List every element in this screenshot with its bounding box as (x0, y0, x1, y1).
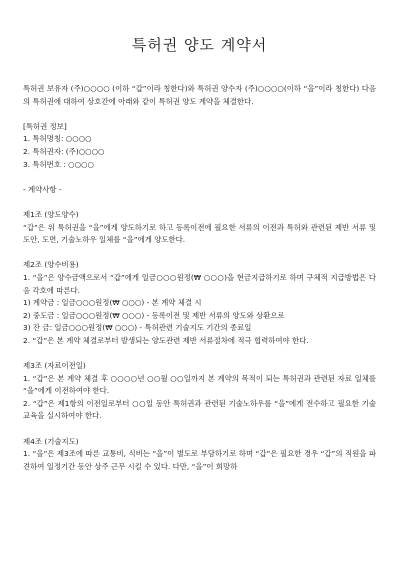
document-title: 특허권 양도 계약서 (131, 36, 268, 54)
article-heading: 제2조 (양수비용) (23, 260, 79, 270)
patent-info-heading: [특허권 정보] (23, 121, 67, 131)
payment-item: 3) 잔 금: 일금○○○원정(₩ ○○○) - 특허관련 기술지도 기간의 종료일 (23, 323, 252, 333)
patent-info-item: 1. 특허명칭: ○○○○ (23, 134, 92, 144)
patent-info-item: 3. 특허번호 : ○○○○ (23, 159, 94, 169)
payment-item: 1) 계약금 : 일금○○○원정(₩ ○○○) - 본 계약 체결 시 (23, 298, 202, 308)
article-heading: 제3조 (자료이전일) (23, 361, 86, 371)
article-heading: 제1조 (양도양수) (23, 209, 79, 219)
payment-item: 2) 중도금 : 일금○○○원정(₩ ○○○) - 등록이전 및 제반 서류의 양도와 상환으로 (23, 310, 285, 320)
article-paragraph: 1. “을”은 제3조에 따른 교통비, 식비는 “을”이 별도로 부담하기로 하며 “갑”은 필요한 경우 “갑”의 직원을 파견하여 일정기간 동안 상주 근무 시킬 수 있다. 다만, “을”이 희망하 (23, 449, 376, 471)
article-paragraph: 2. “갑”은 제1항의 이전일로부터 ○○일 동안 특허권과 관련된 기술노하우를 “을”에게 전수하고 필요한 기술교육을 실시하여야 한다. (23, 398, 376, 421)
section-title: - 계약사항 - (23, 184, 62, 194)
article-heading: 제4조 (기술지도) (23, 436, 79, 446)
article-paragraph: 1. “갑”은 본 계약 체결 후 ○○○○년 ○○월 ○○일까지 본 계약의 목적이 되는 특허권과 관련된 자료 일체를 “을”에게 이전하여야 한다. (23, 373, 376, 396)
patent-info-item: 2. 특허권자: (주)○○○○ (23, 146, 105, 156)
document-body (23, 83, 376, 473)
article-paragraph: “갑”은 위 특허권을 “을”에게 양도하기로 하고 등록이전에 필요한 서류의 이전과 특허와 관련된 제반 서류 및 도안, 도면, 기술노하우 일체를 “을”에게 양도한다. (23, 222, 376, 245)
article-paragraph: 2. “갑”은 본 계약 체결로부터 발생되는 양도관련 제반 서류절차에 적극 협력하여야 한다. (23, 335, 309, 345)
intro-paragraph: 특허권 보유자 (주)○○○○ (이하 “갑”이라 칭한다)와 특허권 양수자 (주)○○○○(이하 “을”이라 칭한다) 다음의 특허권에 대하여 상호간에 아래와 같이 특허권 양도 계약을 체결한다. (23, 84, 376, 106)
article-paragraph: 1. “을”은 양수금액으로서 “갑”에게 일금○○○원정(₩ ○○○)을 현금지급하기로 하며 구체적 지급방법은 다음 각호에 따른다. (23, 272, 376, 295)
